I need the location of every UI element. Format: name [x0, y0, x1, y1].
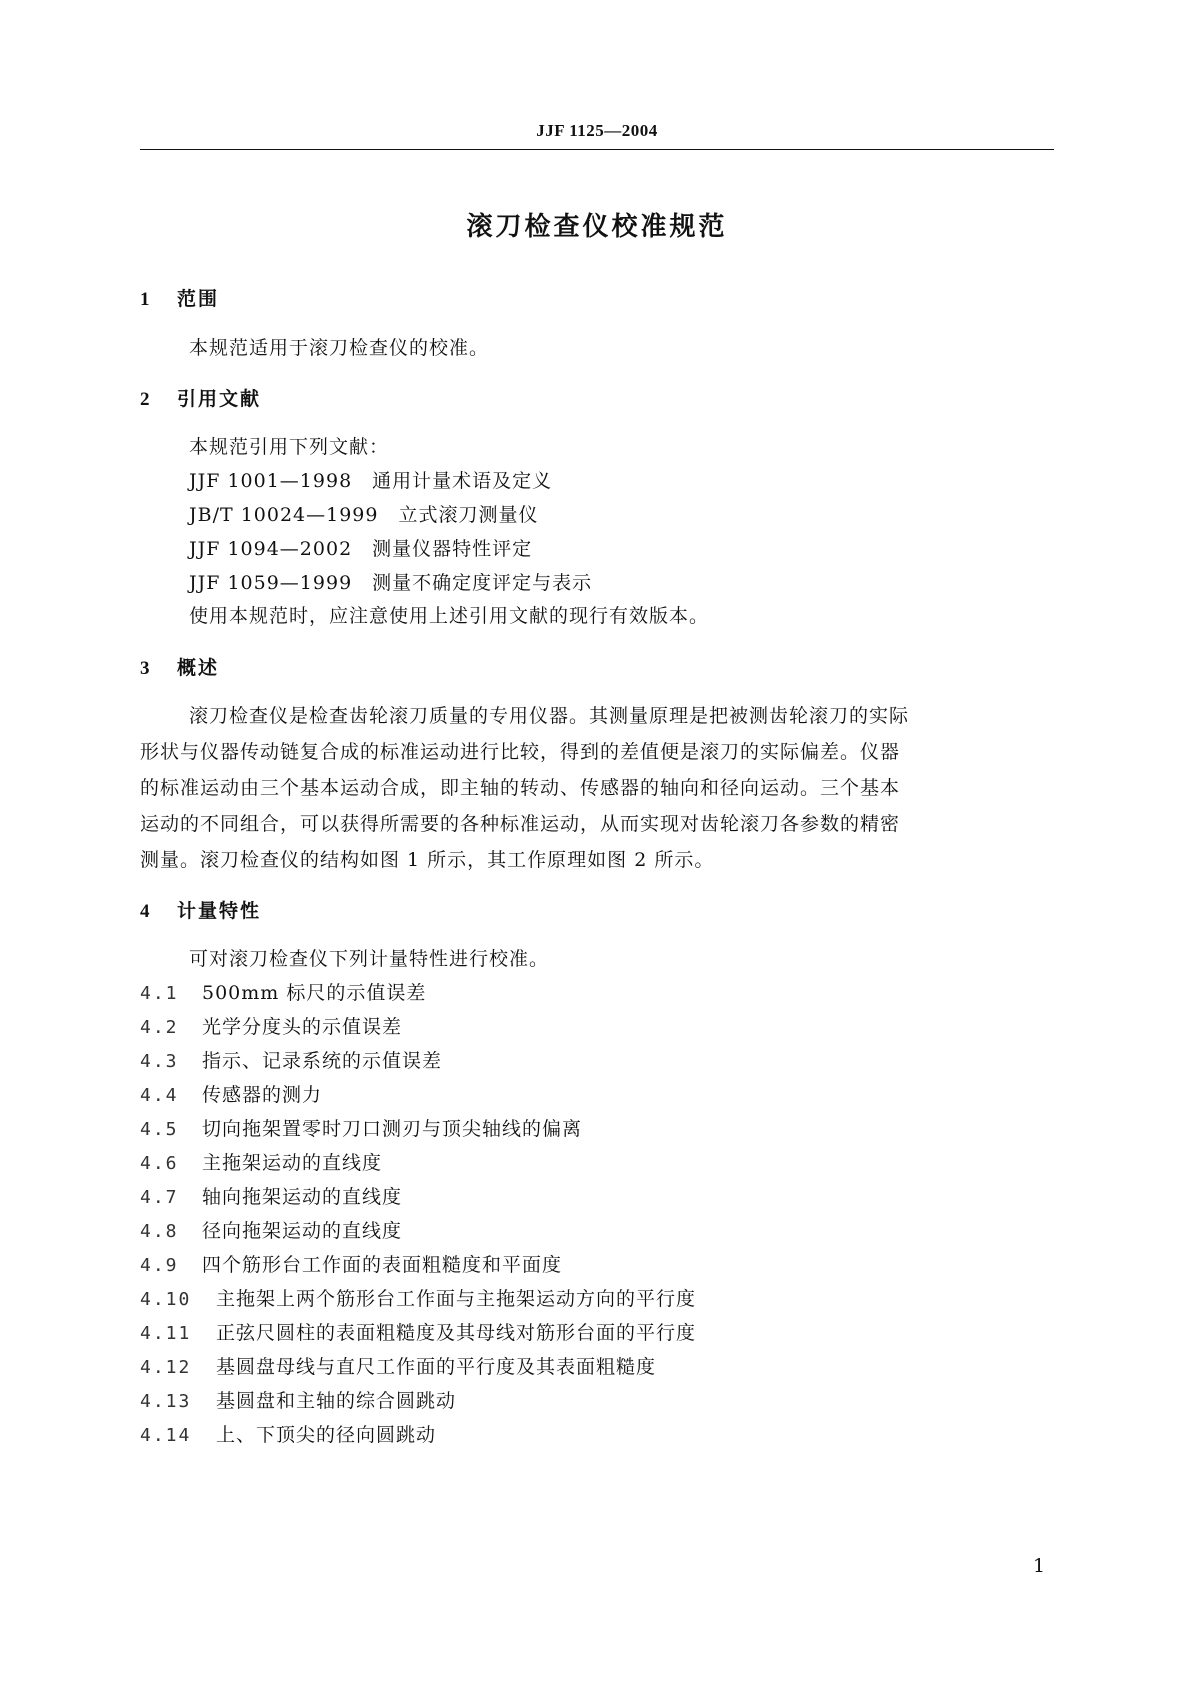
- metrology-item: [140, 1250, 562, 1277]
- section-number: 3: [140, 658, 152, 679]
- item-text: 指示、记录系统的示值误差: [202, 1050, 443, 1072]
- overview-line: 的标准运动由三个基本运动合成，即主轴的转动、传感器的轴向和径向运动。三个基本: [140, 777, 901, 799]
- overview-line: 测量。滚刀检查仪的结构如图 1 所示，其工作原理如图 2 所示。: [140, 849, 715, 871]
- metrology-item: [140, 1080, 322, 1107]
- reference-item: JJF 1001—1998 通用计量术语及定义: [189, 470, 553, 492]
- item-text: 正弦尺圆柱的表面粗糙度及其母线对筋形台面的平行度: [216, 1322, 697, 1344]
- item-number: 4.3: [140, 1051, 179, 1072]
- item-number: 4.12: [140, 1357, 192, 1378]
- metrology-item: [140, 1284, 696, 1311]
- reference-item: JJF 1059—1999 测量不确定度评定与表示: [189, 572, 593, 594]
- item-number: 4.11: [140, 1323, 192, 1344]
- item-text: 主拖架运动的直线度: [202, 1152, 383, 1174]
- section-number: 4: [140, 901, 152, 922]
- references-note: 使用本规范时，应注意使用上述引用文献的现行有效版本。: [189, 605, 710, 627]
- header-rule: [140, 149, 1054, 150]
- item-text: 轴向拖架运动的直线度: [202, 1186, 403, 1208]
- metrology-item: [140, 1318, 696, 1345]
- item-text: 主拖架上两个筋形台工作面与主拖架运动方向的平行度: [216, 1288, 697, 1310]
- item-number: 4.13: [140, 1391, 192, 1412]
- item-number: 4.9: [140, 1255, 179, 1276]
- overview-line: 运动的不同组合，可以获得所需要的各种标准运动，从而实现对齿轮滚刀各参数的精密: [140, 813, 901, 835]
- item-number: 4.2: [140, 1017, 179, 1038]
- page-number: 1: [1033, 1555, 1046, 1577]
- item-number: 4.10: [140, 1289, 192, 1310]
- section-2-heading: [140, 384, 261, 411]
- item-text: 上、下顶尖的径向圆跳动: [216, 1424, 437, 1446]
- item-text: 传感器的测力: [202, 1084, 323, 1106]
- metrology-item: [140, 978, 426, 1005]
- reference-item: JB/T 10024—1999 立式滚刀测量仪: [189, 504, 539, 526]
- item-text: 径向拖架运动的直线度: [202, 1220, 403, 1242]
- metrology-item: [140, 1420, 436, 1447]
- item-text: 四个筋形台工作面的表面粗糙度和平面度: [202, 1254, 563, 1276]
- document-code-header: JJF 1125—2004: [536, 121, 658, 140]
- document-title: 滚刀检查仪校准规范: [466, 212, 728, 242]
- section-title: 范围: [177, 288, 220, 310]
- item-text: 切向拖架置零时刀口测刃与顶尖轴线的偏离: [202, 1118, 583, 1140]
- item-number: 4.6: [140, 1153, 179, 1174]
- item-number: 4.14: [140, 1425, 192, 1446]
- metrology-intro: 可对滚刀检查仪下列计量特性进行校准。: [189, 948, 550, 970]
- item-number: 4.5: [140, 1119, 179, 1140]
- metrology-item: [140, 1046, 442, 1073]
- section-1-heading: [140, 284, 219, 311]
- section-3-heading: [140, 653, 219, 680]
- overview-line: 滚刀检查仪是检查齿轮滚刀质量的专用仪器。其测量原理是把被测齿轮滚刀的实际: [189, 705, 910, 727]
- metrology-item: [140, 1182, 402, 1209]
- metrology-item: [140, 1012, 402, 1039]
- section-title: 引用文献: [177, 388, 262, 410]
- item-number: 4.4: [140, 1085, 179, 1106]
- item-number: 4.7: [140, 1187, 179, 1208]
- item-text: 光学分度头的示值误差: [202, 1016, 403, 1038]
- metrology-item: [140, 1386, 456, 1413]
- overview-line: 形状与仪器传动链复合成的标准运动进行比较，得到的差值便是滚刀的实际偏差。仪器: [140, 741, 901, 763]
- section-number: 2: [140, 389, 152, 410]
- references-intro: 本规范引用下列文献：: [189, 436, 390, 458]
- metrology-item: [140, 1216, 402, 1243]
- section-title: 计量特性: [177, 900, 262, 922]
- metrology-item: [140, 1352, 656, 1379]
- item-text: 500mm 标尺的示值误差: [202, 982, 427, 1004]
- metrology-item: [140, 1114, 582, 1141]
- item-text: 基圆盘和主轴的综合圆跳动: [216, 1390, 457, 1412]
- item-number: 4.8: [140, 1221, 179, 1242]
- section-title: 概述: [177, 657, 220, 679]
- metrology-item: [140, 1148, 382, 1175]
- scope-text: 本规范适用于滚刀检查仪的校准。: [189, 337, 490, 359]
- reference-item: JJF 1094—2002 测量仪器特性评定: [189, 538, 533, 560]
- item-text: 基圆盘母线与直尺工作面的平行度及其表面粗糙度: [216, 1356, 657, 1378]
- section-number: 1: [140, 289, 152, 310]
- section-4-heading: [140, 896, 261, 923]
- item-number: 4.1: [140, 983, 179, 1004]
